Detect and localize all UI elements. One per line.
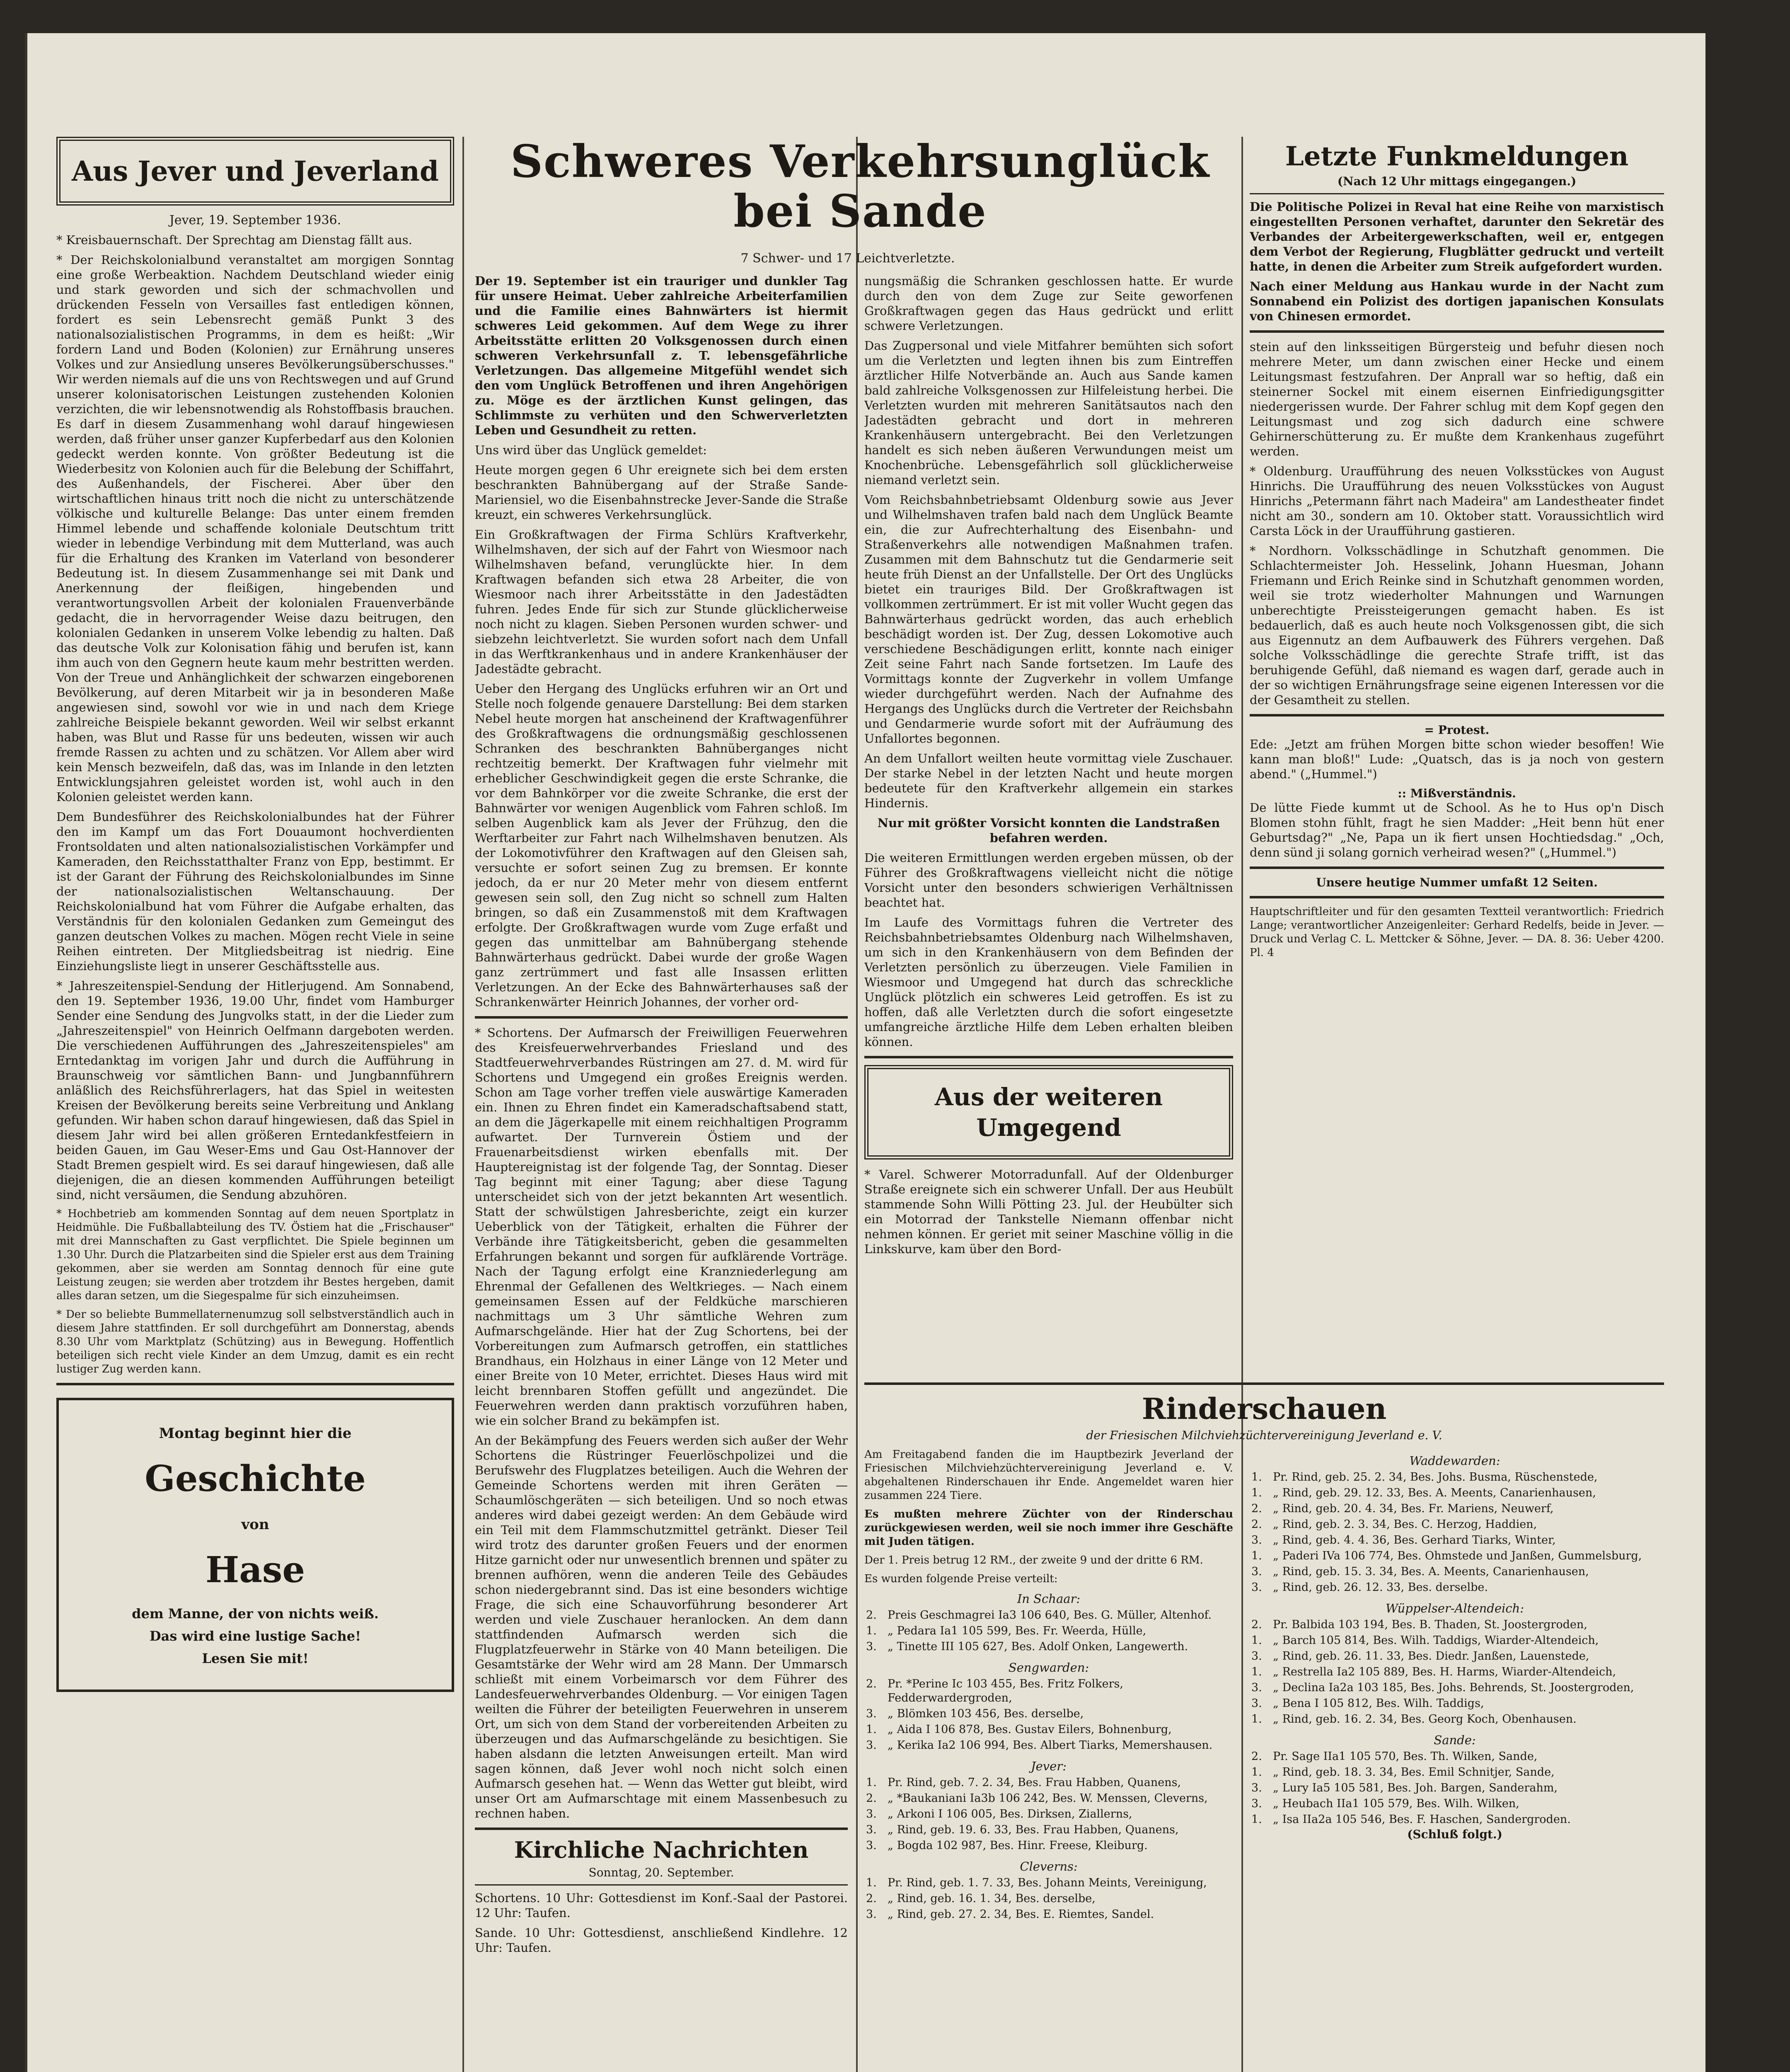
cattle-prize-row (1250, 1501, 1660, 1517)
ad-name: Hase (205, 1549, 305, 1591)
dateline: Jever, 19. September 1936. (169, 213, 341, 228)
prize-rank: 3. (1251, 1534, 1262, 1547)
local-news-header: Aus Jever und Jeverland (56, 137, 454, 206)
prize-rank: 2. (1251, 1750, 1262, 1763)
ad-tagline: Das wird eine lustige Sache! (149, 1628, 361, 1644)
news-paragraph: Das Zugpersonal und viele Mitfahrer bemühten sich sofort um die Verletzten und legten ihnen bis zum Eintreffen ärztlicher Hilfe Notverbände an. Auch aus Sande kamen bald zahlreiche Volksgenossen zur Hilfeleistung herbei. Die Verletzten wurden mit mehreren Sanitätsautos nach den Jadestädten gebracht und dort in mehreren Krankenhäusern untergebracht. Bei den Verletzungen handelt es sich neben äußeren Verwundungen meist um Knochenbrüche. Lebensgefährlich soll glücklicherweise niemand verletzt sein. (864, 339, 1233, 487)
prize-rank: 2. (1251, 1618, 1262, 1631)
divider (475, 1828, 848, 1830)
news-paragraph: * Kreisbauernschaft. Der Sprechtag am Dienstag fällt aus. (56, 233, 412, 247)
cattle-prize-table (864, 1775, 1233, 1854)
prize-entry: „ Bogda 102 987, Bes. Hinr. Freese, Kleiburg. (888, 1839, 1148, 1852)
prize-rank: 3. (866, 1908, 877, 1921)
prize-entry: Pr. Rind, geb. 7. 2. 34, Bes. Frau Habben, Quanens, (888, 1776, 1181, 1789)
cattle-intro: Es wurden folgende Preise verteilt: (864, 1573, 1058, 1585)
cattle-prize-row (1250, 1617, 1660, 1633)
prize-entry: Pr. Rind, geb. 25. 2. 34, Bes. Johs. Busma, Rüschenstede, (1273, 1471, 1598, 1484)
prize-entry: „ Paderi IVa 106 774, Bes. Ohmstede und Janßen, Gummelsburg, (1273, 1549, 1642, 1562)
cattle-prize-row (1250, 1564, 1660, 1580)
cattle-group-heading: Sengwarden: (1008, 1661, 1089, 1675)
cattle-group-heading: Sande: (1434, 1733, 1476, 1747)
news-paragraph: * Nordhorn. Volksschädlinge in Schutzhaft genommen. Die Schlachtermeister Joh. Hesselink, Johann Huesman, Johann Friemann und Erich Reinke sind in Schutzhaft genommen worden, weil sie trotz wiederholter Mahnungen und Warnungen unberechtigte Preissteigerungen gemacht haben. Es ist bedauerlich, daß es auch heute noch Volksgenossen gibt, die sich aus Eigennutz an dem Aufbauwerk des Führers vergehen. Daß solche Volksschädlinge die gerechte Strafe trifft, ist das beruhigende Gefühl, daß niemand es wagen darf, gerade auch in der so wichtigen Ernährungsfrage seine eigenen Interessen vor die der Gesamtheit zu stellen. (1250, 544, 1664, 707)
prize-entry: „ Rind, geb. 19. 6. 33, Bes. Frau Habben, Quanens, (888, 1823, 1179, 1836)
cattle-prize-table (1250, 1749, 1660, 1828)
ad-call: Lesen Sie mit! (202, 1651, 309, 1666)
cattle-group-heading: Wüppelser-Altendeich: (1386, 1601, 1524, 1615)
cattle-prize-row (864, 1775, 1233, 1791)
cattle-prize-row (1250, 1696, 1660, 1711)
prize-entry: „ Aida I 106 878, Bes. Gustav Eilers, Bohnenburg, (888, 1723, 1172, 1736)
news-paragraph: Im Laufe des Vormittags fuhren die Vertreter des Reichsbahnbetriebsamtes Oldenburg nach Wilhelmshaven, um sich in den Krankenhäusern von dem Befinden der Verletzten persönlich zu überzeugen. Viele Familien in Wiesmoor und Umgegend hat durch das schreckliche Unglück plötzlich ein schweres Leid getroffen. Es ist zu hoffen, daß alle Verletzten durch die sofort eingesetzte umfangreiche ärztliche Hilfe dem Leben erhalten bleiben können. (864, 915, 1233, 1049)
news-paragraph: * Schortens. Der Aufmarsch der Freiwilligen Feuerwehren des Kreisfeuerwehrverbandes Friesland und des Stadtfeuerwehrverbandes Rüstringen am 27. d. M. wird für Schortens und Umgegend ein großes Ereignis werden. Schon am Tage vorher treffen viele auswärtige Kameraden ein. Ihnen zu Ehren findet ein Kameradschaftsabend statt, an dem die Jägerkapelle mit einem reichhaltigen Programm aufwartet. Der Turnverein Östiem und der Frauenarbeitsdienst wirken ebenfalls mit. Der Hauptereignistag ist der folgende Tag, der Sonntag. Dieser Tag beginnt mit einer Tagung; aber diese Tagung unterscheidet sich von der jetzt bekannten Art wesentlich. Statt der schwülstigen Jahresberichte, zeigt ein kurzer Ueberblick von der Tätigkeit, erhalten die Führer der Verbände ihre Tätigkeitsbericht, geben die gesammelten Erfahrungen bekannt und sorgen für aufklärende Vorträge. Nach der Tagung erfolgt eine Kranzniederlegung am Ehrenmal der Gefallenen des Weltkrieges. — Nach einem gemeinsamen Essen auf der Feldküche marschieren nachmittags um 3 Uhr sämtliche Wehren zum Aufmarschgelände. Hier hat der Zug Schortens, bei der Vorbereitungen zum Aufmarsch getroffen, ein stattliches Brandhaus, ein Holzhaus in einer Länge von 12 Meter und einer Breite von 10 Meter, errichtet. Dieses Haus wird mit leicht brennbaren Stoffen gefüllt und angezündet. Die Feuerwehren werden dann praktisch vorzuführen haben, wie ein solcher Brand zu bekämpfen ist. (475, 1026, 848, 1428)
prize-entry: „ Blömken 103 456, Bes. derselbe, (888, 1707, 1084, 1720)
cattle-prize-row (864, 1639, 1233, 1655)
prize-rank: 3. (1251, 1650, 1262, 1663)
cattle-prize-row (1250, 1485, 1660, 1501)
prize-entry: „ *Baukaniani Ia3b 106 242, Bes. W. Menssen, Cleverns, (888, 1792, 1208, 1805)
cattle-group-heading: In Schaar: (1017, 1592, 1081, 1606)
cattle-prize-row (864, 1722, 1233, 1738)
imprint: Hauptschriftleiter und für den gesamten Textteil verantwortlich: Friedrich Lange; verantwortlicher Anzeigenleiter: Gerhard Redelfs, beide in Jever. — Druck und Verlag C. L. Mettcker & Söhne, Jever. — DA. 8. 36: Ueber 4200. Pl. 4 (1250, 905, 1664, 959)
prize-rank: 3. (1251, 1581, 1262, 1594)
news-paragraph: Nur mit größter Vorsicht konnten die Landstraßen befahren werden. (877, 816, 1220, 845)
ad-title: Geschichte (145, 1458, 366, 1500)
news-paragraph: An der Bekämpfung des Feuers werden sich außer der Wehr Schortens die Rüstringer Feuerlöschpolizei und die Berufswehr des Flugplatzes beteiligen. Auch die Wehren der Gemeinde Schortens werden mit ihren Geräten — Schaumlöschgeräten — sich beteiligen. Und so noch etwas anderes wird dabei gezeigt werden: An dem Gebäude wird ein Teil mit dem Flammschutzmittel getränkt. Dieser Teil wird trotz des darunter großen Feuers und der enormen Hitze garnicht oder nur unwesentlich brennen und später zu brennen aufhören, wenn die anderen Teile des Gebäudes schon niedergebrannt sind. Das ist eine besonders wichtige Frage, die sich eine Schauvorführung besonderer Art werden und viele Zuschauer heranlocken. An dem dann stattfindenden Aufmarsch werden sich die Flugplatzfeuerwehr in Stärke von 40 Mann beteiligen. Die Gesamtstärke der Wehr wird am 28 Mann. Der Ummarsch schließt mit einem Vorbeimarsch vor dem Führer des Landesfeuerwehrverbandes Oldenburg. — Vor einigen Tagen weilten die Führer der beteiligten Feuerwehren in unserem Ort, um sich von dem Stand der vorbereitenden Arbeiten zu überzeugen und das Aufmarschgelände zu besichtigen. Sie haben alsdann die letzten Anweisungen erteilt. Man wird sagen können, daß Jever wohl noch nicht solch einen Aufmarsch gesehen hat. — Wenn das Wetter gut bleibt, wird unser Ort am Aufmarschtage mit einem Massenbesuch zu rechnen haben. (475, 1433, 848, 1820)
prize-rank: 3. (866, 1839, 877, 1852)
prize-entry: „ Arkoni I 106 005, Bes. Dirksen, Ziallerns, (888, 1808, 1132, 1820)
news-paragraph: Die weiteren Ermittlungen werden ergeben müssen, ob der Führer des Großkraftwagens vielleicht nicht die nötige Vorsicht unter den besonders schwierigen Verhältnissen beachtet hat. (864, 851, 1233, 910)
accident-subhead-wrap (475, 249, 1221, 271)
news-paragraph: An dem Unfallort weilten heute vormittag viele Zuschauer. Der starke Nebel in der letzten Nacht und heute morgen bedeutete für den Kraftverkehr allgemein ein starkes Hindernis. (864, 751, 1233, 810)
cattle-show-title: Rinderschauen (1142, 1392, 1387, 1426)
divider (1250, 193, 1664, 194)
divider (1250, 330, 1664, 333)
prize-entry: „ Rind, geb. 20. 4. 34, Bes. Fr. Mariens, Neuwerf, (1273, 1502, 1554, 1515)
prize-entry: „ Pedara Ia1 105 599, Bes. Fr. Weerda, Hülle, (888, 1624, 1147, 1637)
news-paragraph: Ueber den Hergang des Unglücks erfuhren wir an Ort und Stelle noch folgende genauere Darstellung: Bei dem starken Nebel heute morgen hat anscheinend der Kraftwagenführer des Großkraftwagens die ordnungsmäßig geschlossenen Schranken des beschrankten Bahnüberganges nicht rechtzeitig bemerkt. Der Kraftwagen fuhr vielmehr mit erheblicher Geschwindigkeit gegen die erste Schranke, die vor dem Bahnkörper vor die zweite Schranke, die erst der Bahnwärter vor wenigen Augenblick vom Fahren schloß. Im selben Augenblick kam als Jever der Frühzug, den die Werftarbeiter zur Fahrt nach Wilhelmshaven benutzen. Als der Lokomotivführer den Kraftwagen auf den Gleisen sah, versuchte er sofort seinen Zug zu bremsen. Er konnte jedoch, da er nur 20 Meter mehr von diesem entfernt gewesen sein soll, den Zug nicht so schnell zum Halten bringen, so daß ein Zusammenstoß mit dem Kraftwagen erfolgte. Der Großkraftwagen wurde vom Zuge erfaßt und gegen das unmittelbar am Bahnübergang stehende Bahnwärterhaus gedrückt. Dabei wurde der große Wagen ganz zertrümmert und fast alle Insassen erlitten Verletzungen. An der Ecke des Bahnwärterhauses saß der Schrankenwärter Heinrich Johannes, der vorher ord- (475, 682, 848, 1009)
cattle-prize-row (1250, 1780, 1660, 1796)
church-news-date: Sonntag, 20. September. (588, 1866, 734, 1879)
cattle-prize-row (1250, 1580, 1660, 1595)
prize-entry: „ Bena I 105 812, Bes. Wilh. Taddigs, (1273, 1697, 1484, 1710)
cattle-show-subtitle: der Friesischen Milchviehzüchtervereinigung Jeverland e. V. (1086, 1428, 1442, 1442)
news-paragraph: Ein Großkraftwagen der Firma Schlürs Kraftverkehr, Wilhelmshaven, der sich auf der Fahrt von Wiesmoor nach Wilhelmshaven befand, verunglückte hier. In dem Kraftwagen befanden sich etwa 28 Arbeiter, die von Wiesmoor nach ihrer Arbeitsstätte in den Jadestädten fuhren. Jedes Ende für sich zur Stunde glücklicherweise noch nicht zu klagen. Sieben Personen wurden schwer- und siebzehn leichtverletzt. Sie wurden sofort nach dem Unfall in das Werftkrankenhaus und in andere Krankenhäuser der Jadestädte gebracht. (475, 528, 848, 676)
news-paragraph: stein auf den linksseitigen Bürgersteig und befuhr diesen noch mehrere Meter, um dann zwischen einer Hecke und einem Leitungsmast festzufahren. Der Anprall war so heftig, daß ein steinerner Sockel mit einem eisernen Einfriedigungsgitter niedergerissen wurde. Der Fahrer schlug mit dem Kopf gegen den Leitungsmast und zog sich dadurch eine schwere Gehirnerschütterung zu. Er mußte dem Krankenhaus zugeführt werden. (1250, 340, 1664, 458)
prize-entry: „ Rind, geb. 26. 12. 33, Bes. derselbe. (1273, 1581, 1488, 1594)
cattle-prize-row (1250, 1532, 1660, 1548)
cattle-prize-row (1250, 1648, 1660, 1664)
prize-entry: Preis Geschmagrei Ia3 106 640, Bes. G. Müller, Altenhof. (888, 1609, 1212, 1622)
cattle-prize-row (1250, 1633, 1660, 1648)
cattle-columns (864, 1448, 1664, 1922)
cattle-prize-row (864, 1607, 1233, 1623)
news-paragraph: * Der so beliebte Bummellaternenumzug soll selbstverständlich auch in diesem Jahre stattfinden. Er soll durchgeführt am Donnerstag, abends 8.30 Uhr vom Marktplatz (Schützing) aus in Bewegung. Hoffentlich beteiligen sich recht viele Kinder an dem Umzug, damit es ein recht lustiger Zug werden kann. (56, 1308, 454, 1375)
newspaper-page (25, 33, 1705, 2072)
cattle-prize-table (1250, 1469, 1660, 1595)
lead-paragraph: Der 19. September ist ein trauriger und dunkler Tag für unsere Heimat. Ueber zahlreiche Arbeiterfamilien und die Familie eines Bahnwärters ist hiermit schweres Leid gekommen. Auf dem Wege zu ihrer Arbeitsstätte erlitten 20 Volksgenossen durch einen schweren Verkehrsunfall z. T. lebensgefährliche Verletzungen. Das allgemeine Mitgefühl wendet sich den vom Unglück Betroffenen und ihren Angehörigen zu. Möge es der ärztlichen Kunst gelingen, das Schlimmste zu verhüten und den Schwerverletzten Leben und Gesundheit zu retten. (475, 274, 848, 437)
cattle-prize-row (1250, 1765, 1660, 1780)
cattle-groups-right (1250, 1454, 1660, 1828)
church-news-title: Kirchliche Nachrichten (514, 1837, 809, 1863)
prize-rank: 1. (866, 1624, 877, 1637)
prize-entry: Pr. *Perine Ic 103 455, Bes. Fritz Folkers, Fedderwardergroden, (888, 1677, 1123, 1704)
cattle-prize-row (1250, 1812, 1660, 1828)
cattle-prize-row (1250, 1664, 1660, 1680)
cattle-prize-row (1250, 1749, 1660, 1765)
cattle-prize-table (1250, 1617, 1660, 1727)
prize-entry: „ Tinette III 105 627, Bes. Adolf Onken, Langewerth. (888, 1640, 1188, 1653)
prize-rank: 3. (866, 1640, 877, 1653)
cattle-prize-row (1250, 1711, 1660, 1727)
church-item: Sande. 10 Uhr: Gottesdienst, anschließend Kindlehre. 12 Uhr: Taufen. (475, 1926, 848, 1955)
divider (864, 1056, 1233, 1058)
region-news-header: Aus der weiteren Umgegend (864, 1065, 1233, 1159)
cattle-prize-row (1250, 1796, 1660, 1812)
prize-rank: 1. (1251, 1813, 1262, 1826)
news-paragraph: * Der Reichskolonialbund veranstaltet am morgigen Sonntag eine große Werbeaktion. Nachdem Deutschland wieder einig und stark geworden und sich der schmachvollen und drückenden Fesseln von Versailles fast entledigen können, fordert es sein Lebensrecht gemäß Punkt 3 des nationalsozialistischen Programms, in dem es heißt: „Wir fordern Land und Boden (Kolonien) zur Ernährung unseres Volkes und zur Ansiedlung unseres Bevölkerungsüberschusses." Wir werden niemals auf die uns von Rechtswegen und auf Grund unserer kolonisatorischen Leistungen zustehenden Kolonien verzichten, die wir lebensnotwendig als Rohstoffbasis brauchen. Es darf in diesem Zusammenhang wohl darauf hingewiesen werden, daß früher unser ganzer Kupferbedarf aus den Kolonien gedeckt werden konnte. Von größter Bedeutung ist die Wiederbesitz von Kolonien auch für die Belebung der Schiffahrt, des Außenhandels, der Fischerei. Aber über den wirtschaftlichen hinaus tritt noch die nicht zu unterschätzende völkische und kulturelle Belange: Das unter einem fremden Himmel lebende und schaffende koloniale Deutschtum tritt wieder in lebendige Verbindung mit dem Mutterland, was auch für die Erhaltung des Kranken im Vaterland von besonderer Bedeutung ist. In diesem Zusammenhange sei mit Dank und Anerkennung der fleißigen, hingebenden und verantwortungsvollen Arbeit der kolonialen Frauenverbände gedacht, die in hervorragender Weise dazu beitrugen, den kolonialen Gedanken in unserem Volke lebendig zu halten. Daß das deutsche Volk zur Kolonisation fähig und berufen ist, kann ihm auch von den Gegnern heute kaum mehr bestritten werden. Von der Treue und Anhänglichkeit der schwarzen eingeborenen Bevölkerung, auf deren Mitarbeit wir ja in besonderen Maße angewiesen sind, sowohl vor wie in und nach dem Kriege zahlreiche Beispiele bekannt geworden. Weil wir selbst erkannt haben, was Blut und Rasse für uns bedeuten, wissen wir auch fremde Rassen zu achten und zu schätzen. Vor Allem aber wird kein Mensch bezweifeln, daß das, was im Inlande in den letzten Entwicklungsjahren geleistet worden ist, wohl auch in den Kolonien geleistet werden kann. (56, 253, 454, 804)
cattle-prize-row (1250, 1469, 1660, 1485)
serial-advertisement (56, 1398, 454, 1692)
prize-entry: „ Heubach IIa1 105 579, Bes. Wilh. Wilken, (1273, 1797, 1519, 1810)
cattle-prize-row (864, 1838, 1233, 1854)
news-paragraph: * Varel. Schwerer Motorradunfall. Auf der Oldenburger Straße ereignete sich ein schwerer Unfall. Der aus Heubült stammende Sohn Willi Pötting 23. Jul. der Heubülter sich ein Motorrad der Tankstelle Niemann offenbar nicht nehmen können. Er geriet mit seiner Maschine völlig in die Linkskurve, kam über den Bord- (864, 1167, 1233, 1256)
prize-entry: „ Rind, geb. 15. 3. 34, Bes. A. Meents, Canarienhausen, (1273, 1565, 1589, 1578)
prize-rank: 2. (1251, 1502, 1262, 1515)
page-count-note: Unsere heutige Nummer umfaßt 12 Seiten. (1316, 876, 1598, 889)
prize-entry: „ Lury Ia5 105 581, Bes. Joh. Bargen, Sanderahm, (1273, 1782, 1558, 1794)
divider (1250, 896, 1664, 898)
prize-entry: „ Declina Ia2a 103 185, Bes. Johs. Behrends, St. Joostergroden, (1273, 1681, 1634, 1694)
prize-entry: „ Rind, geb. 16. 2. 34, Bes. Georg Koch, Obenhausen. (1273, 1713, 1577, 1726)
prize-rank: 1. (866, 1776, 877, 1789)
divider (475, 1016, 848, 1019)
prize-rank: 2. (1251, 1518, 1262, 1531)
prize-entry: Pr. Sage IIa1 105 570, Bes. Th. Wilken, Sande, (1273, 1750, 1538, 1763)
prize-entry: „ Rind, geb. 4. 4. 36, Bes. Gerhard Tiarks, Winter, (1273, 1534, 1556, 1547)
radio-news-subtitle: (Nach 12 Uhr mittags eingegangen.) (1337, 174, 1577, 188)
cattle-prize-table (864, 1676, 1233, 1753)
news-paragraph: Vom Reichsbahnbetriebsamt Oldenburg sowie aus Jever und Wilhelmshaven trafen bald nach dem Unglück Beamte ein, die zur Aufrechterhaltung des Eisenbahn- und Straßenverkehrs alle notwendigen Maßnahmen trafen. Zusammen mit dem Bahnschutz tut die Gendarmerie seit heute früh Dienst an der Unfallstelle. Der Ort des Unglücks bietet ein trauriges Bild. Der Großkraftwagen ist vollkommen zertrümmert. Er ist mit voller Wucht gegen das Bahnwärterhaus gedrückt worden, das auch erheblich beschädigt worden ist. Der Zug, dessen Lokomotive auch verschiedene Beschädigungen erlitt, konnte nach einiger Zeit seine Fahrt nach Sande fortsetzen. Im Laufe des Vormittags konnte der Zugverkehr in vollem Umfange wieder durchgeführt werden. Nach der Aufnahme des Hergangs des Unglücks durch die Vertreter der Reichsbahn und Gendarmerie wurde sofort mit der Aufräumung des Unfallortes begonnen. (864, 493, 1233, 746)
misunderstanding-title: :: Mißverständnis. (1398, 787, 1516, 800)
news-paragraph: nungsmäßig die Schranken geschlossen hatte. Er wurde durch den von dem Zuge zur Seite geworfenen Großkraftwagen gegen das Haus gedrückt und erlitt schwere Verletzungen. (864, 274, 1233, 333)
protest-title: = Protest. (1424, 723, 1490, 737)
news-paragraph: * Jahreszeitenspiel-Sendung der Hitlerjugend. Am Sonnabend, den 19. September 1936, 19.00 Uhr, findet vom Hamburger Sender eine Sendung des Jungvolks statt, in der die Lieder zum „Jahreszeitenspiel" von Heinrich Oelfmann dargeboten werden. Die verschiedenen Aufführungen des „Jahreszeitenspieles" am Erntedanktag im vorigen Jahr und durch die Aufführung in Braunschweig vor sämtlichen Bann- und Jungbannführern anläßlich des Reichsführerlagers, hat das Spiel in weitesten Kreisen der Bevölkerung bereits seine Verbreitung und Anklang gefunden. Wir haben schon darauf hingewiesen, daß das Spiel in diesem Jahr wird bei allen größeren Erntedankfestfeiern in beiden Gauen, im Gau Weser-Ems und Gau Ost-Hannover der Stadt Bremen gespielt wird. Es sei darauf hingewiesen, daß alle diejenigen, die an diesen kommenden Aufführungen beteiligt sind, nicht versäumen, die Sendung abzuhören. (56, 979, 454, 1202)
prize-rank: 1. (1251, 1471, 1262, 1484)
accident-subhead: 7 Schwer- und 17 Leichtverletzte. (740, 251, 955, 266)
prize-rank: 3. (866, 1823, 877, 1836)
prize-rank: 3. (1251, 1797, 1262, 1810)
cattle-groups-left (864, 1592, 1233, 1922)
news-paragraph: Dem Bundesführer des Reichskolonialbundes hat der Führer den im Kampf um das Fort Douaumont hochverdienten Frontsoldaten und alten nationalsozialistischen Vorkämpfer und Kameraden, den Reichsstatthalter Franz von Epp, bestimmt. Er ist der Garant der Führung des Reichskolonialbundes im Sinne der nationalsozialistischen Weltanschauung. Der Reichskolonialbund hat vom Führer die Aufgabe erhalten, das Verständnis für den kolonialen Gedanken zum Gemeingut des ganzen deutschen Volkes zu machen. Mögen recht Viele in seine Reihen eintreten. Der Mitgliedsbeitrag ist niedrig. Eine Einziehungsliste liegt in unserer Geschäftsstelle aus. (56, 810, 454, 973)
news-paragraph: Nach einer Meldung aus Hankau wurde in der Nacht zum Sonnabend ein Polizist des dortigen japanischen Konsulats von Chinesen ermordet. (1250, 279, 1664, 323)
divider (1250, 714, 1664, 716)
prize-rank: 3. (866, 1808, 877, 1820)
prize-rank: 1. (1251, 1634, 1262, 1647)
prize-rank: 3. (1251, 1681, 1262, 1694)
joke-text: Ede: „Jetzt am frühen Morgen bitte schon wieder besoffen! Wie kann man bloß!" Lude: „Quatsch, das is ja noch von gestern abend." („Hummel.") (1250, 737, 1664, 781)
cattle-prize-row (864, 1907, 1233, 1922)
prize-entry: „ Rind, geb. 16. 1. 34, Bes. derselbe, (888, 1892, 1096, 1905)
news-paragraph: Uns wird über das Unglück gemeldet: (475, 443, 707, 457)
cattle-prize-row (864, 1791, 1233, 1806)
prize-rank: 2. (866, 1792, 877, 1805)
prize-entry: „ Rind, geb. 29. 12. 33, Bes. A. Meents, Canarienhausen, (1273, 1486, 1596, 1499)
ad-intro: Montag beginnt hier die (159, 1425, 352, 1442)
closing-note: (Schluß folgt.) (1407, 1828, 1502, 1841)
prize-rank: 3. (1251, 1782, 1262, 1794)
cattle-group-heading: Cleverns: (1020, 1859, 1078, 1874)
cattle-prize-row (864, 1875, 1233, 1891)
ad-von: von (241, 1516, 269, 1533)
accident-continuation-column (864, 274, 1233, 1261)
cattle-prize-row (1250, 1517, 1660, 1532)
prize-entry: „ Restrella Ia2 105 889, Bes. H. Harms, Wiarder-Altendeich, (1273, 1665, 1616, 1678)
prize-rank: 1. (1251, 1713, 1262, 1726)
prize-entry: „ Kerika Ia2 106 994, Bes. Albert Tiarks, Memershausen. (888, 1739, 1213, 1752)
prize-rank: 2. (866, 1892, 877, 1905)
prize-entry: „ Isa IIa2a 105 546, Bes. F. Haschen, Sandergroden. (1273, 1813, 1571, 1826)
prize-entry: „ Rind, geb. 26. 11. 33, Bes. Diedr. Janßen, Lauenstede, (1273, 1650, 1589, 1663)
prize-entry: „ Rind, geb. 18. 3. 34, Bes. Emil Schnitjer, Sande, (1273, 1766, 1555, 1779)
prize-rank: 1. (866, 1876, 877, 1889)
radio-news-title: Letzte Funkmeldungen (1285, 141, 1629, 172)
cattle-prize-row (864, 1623, 1233, 1639)
prize-rank: 3. (1251, 1565, 1262, 1578)
cattle-prize-row (864, 1738, 1233, 1753)
cattle-right (1250, 1448, 1660, 1922)
prize-entry: „ Rind, geb. 2. 3. 34, Bes. C. Herzog, Haddien, (1273, 1518, 1537, 1531)
cattle-prize-row (1250, 1680, 1660, 1696)
ad-tagline: dem Manne, der von nichts weiß. (132, 1606, 379, 1622)
cattle-show-section (864, 1376, 1664, 1922)
prize-rank: 1. (1251, 1486, 1262, 1499)
cattle-prize-row (864, 1676, 1233, 1706)
divider (56, 1383, 454, 1385)
prize-rank: 1. (866, 1723, 877, 1736)
radio-news-column (1250, 137, 1664, 965)
prize-entry: „ Rind, geb. 27. 2. 34, Bes. E. Riemtes, Sandel. (888, 1908, 1154, 1921)
prize-rank: 2. (866, 1609, 877, 1622)
cattle-prize-row (864, 1891, 1233, 1907)
divider (1250, 867, 1664, 869)
main-headline: Schweres Verkehrsunglück (510, 137, 1210, 188)
church-item: Schortens. 10 Uhr: Gottesdienst im Konf.-Saal der Pastorei. 12 Uhr: Taufen. (475, 1891, 848, 1920)
divider (864, 1382, 1664, 1385)
prize-rank: 3. (1251, 1697, 1262, 1710)
prize-rank: 1. (1251, 1549, 1262, 1562)
cattle-left (864, 1448, 1233, 1922)
cattle-prize-row (864, 1806, 1233, 1822)
cattle-prize-row (1250, 1548, 1660, 1564)
prize-rank: 2. (866, 1677, 877, 1690)
news-paragraph: Die Politische Polizei in Reval hat eine Reihe von marxistisch eingestellten Personen verhaftet, darunter den Sekretär des Verbandes der Arbeitergewerkschaften, weil er, entgegen dem Verbot der Regierung, Flugblätter gedruckt und verteilt hatte, in denen die Arbeiter zum Streik aufgefordert wurden. (1250, 200, 1664, 274)
cattle-prize-row (864, 1822, 1233, 1838)
news-paragraph: * Oldenburg. Uraufführung des neuen Volksstückes von August Hinrichs. Die Uraufführung des neuen Volksstückes von August Hinrichs „Petermann fährt nach Madeira" am Landestheater findet nicht am 30., sondern am 10. Oktober statt. Voraussichtlich wird Carsta Löck in der Uraufführung gastieren. (1250, 464, 1664, 538)
news-paragraph: Heute morgen gegen 6 Uhr ereignete sich bei dem ersten beschrankten Bahnübergang auf der Straße Sande-Mariensiel, wo die Eisenbahnstrecke Jever-Sande die Straße kreuzt, ein schweres Verkehrsunglück. (475, 463, 848, 522)
main-headline-2: bei Sande (733, 185, 987, 237)
prize-entry: Pr. Balbida 103 194, Bes. B. Thaden, St. Joostergroden, (1273, 1618, 1587, 1631)
column-rule (462, 137, 464, 2072)
news-paragraph: * Hochbetrieb am kommenden Sonntag auf dem neuen Sportplatz in Heidmühle. Die Fußballabteilung des TV. Östiem hat die „Frischauser" mit drei Mannschaften zu Gast verpflichtet. Die Spiele beginnen um 1.30 Uhr. Durch die Platzarbeiten sind die Spieler erst aus dem Training gekommen, aber sie werden am Sonntag dennoch für eine gute Leistung zeugen; sie werden aber trotzdem ihr Bestes hergeben, damit alles daran setzen, um die Siegespalme für sich einzuheimsen. (56, 1208, 454, 1302)
accident-article (475, 274, 848, 1960)
prize-rank: 3. (866, 1739, 877, 1752)
cattle-intro: Es mußten mehrere Züchter von der Rinderschau zurückgewiesen werden, weil sie noch immer ihre Geschäfte mit Juden tätigen. (864, 1508, 1233, 1548)
prize-entry: Pr. Rind, geb. 1. 7. 33, Bes. Johann Meints, Vereinigung, (888, 1876, 1207, 1889)
joke-text: De lütte Fiede kummt ut de School. As he to Hus op'n Disch Blomen stohn fühlt, fragt he sien Madder: „Heit benn hüt ener Geburtsdag?" „Ne, Papa un ik fiert unsen Hochtiedsdag." „Och, denn sünd ji solang gornich verheirad wesen?" („Hummel.") (1250, 801, 1664, 859)
prize-rank: 3. (866, 1707, 877, 1720)
divider (475, 1884, 848, 1886)
local-news-column (56, 137, 454, 1692)
prize-rank: 1. (1251, 1766, 1262, 1779)
cattle-group-heading: Jever: (1031, 1759, 1067, 1773)
cattle-intro: Am Freitagabend fanden die im Hauptbezirk Jeverland der Friesischen Milchviehzüchtervereinigung Jeverland e. V. abgehaltenen Rinderschauen ihr Ende. Angemeldet waren hier zusammen 224 Tiere. (864, 1448, 1233, 1502)
prize-rank: 1. (1251, 1665, 1262, 1678)
cattle-group-heading: Waddewarden: (1409, 1454, 1500, 1468)
cattle-prize-table (864, 1875, 1233, 1922)
cattle-prize-row (864, 1706, 1233, 1722)
prize-entry: „ Barch 105 814, Bes. Wilh. Taddigs, Wiarder-Altendeich, (1273, 1634, 1599, 1647)
cattle-prize-table (864, 1607, 1233, 1655)
cattle-intro: Der 1. Preis betrug 12 RM., der zweite 9 und der dritte 6 RM. (864, 1554, 1203, 1566)
